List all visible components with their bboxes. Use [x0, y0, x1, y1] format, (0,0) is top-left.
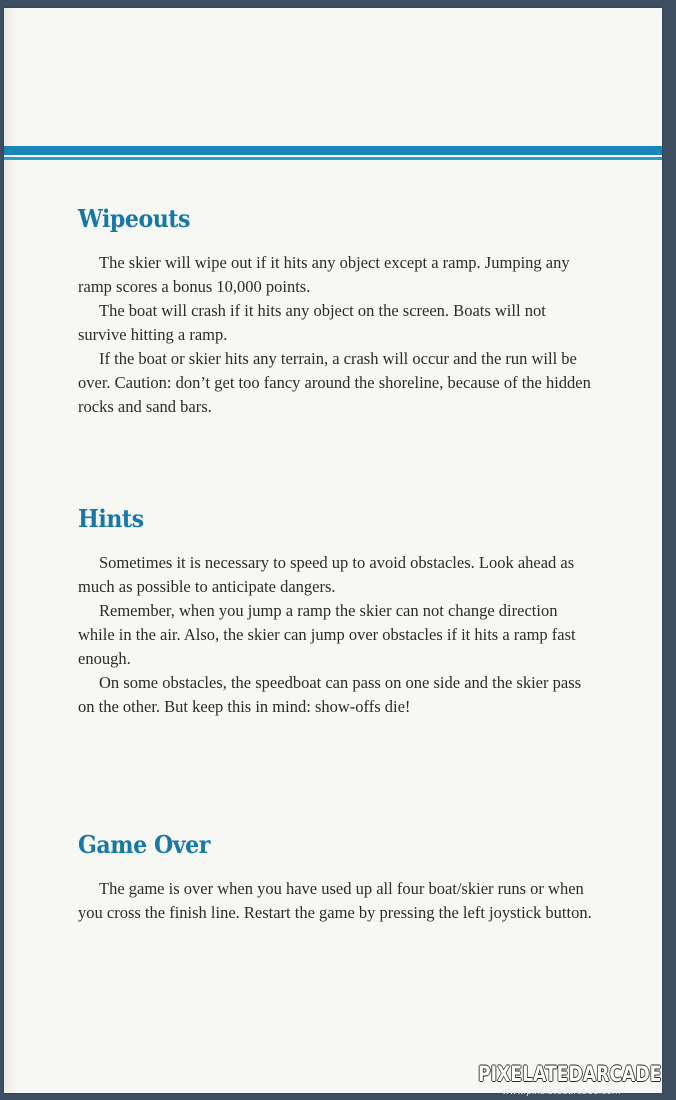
paragraph: On some obstacles, the speedboat can pass on one side and the skier pass on the other. But keep this in mind: show-offs die! — [78, 673, 582, 716]
paragraph: The game is over when you have used up all four boat/skier runs or when you cross the finish line. Restart the game by pressing the left joystick button. — [78, 879, 592, 922]
section-body — [78, 877, 598, 925]
section-heading: Game Over — [78, 830, 210, 859]
section-body — [78, 251, 598, 419]
section-wipeouts — [78, 204, 598, 419]
section-hints — [78, 504, 598, 719]
section-heading: Hints — [78, 504, 144, 533]
section-heading: Wipeouts — [78, 204, 191, 233]
paragraph: The skier will wipe out if it hits any object except a ramp. Jumping any ramp scores a bonus 10,000 points. — [78, 253, 570, 296]
header-stripe-thick — [4, 146, 662, 155]
watermark-title: PIXELATEDARCADE — [478, 1062, 662, 1086]
watermark-url: www.pixelatedarcade.com — [502, 1087, 621, 1097]
watermark-logo — [478, 1062, 674, 1098]
section-game-over — [78, 830, 598, 925]
paragraph: If the boat or skier hits any terrain, a crash will occur and the run will be over. Caution: don’t get too fancy around the shoreline, because of the hidden rocks and sand bars. — [78, 349, 591, 416]
paragraph: The boat will crash if it hits any object on the screen. Boats will not survive hitting a ramp. — [78, 301, 546, 344]
paragraph: Remember, when you jump a ramp the skier can not change direction while in the air. Also, the skier can jump over obstacles if it hits a ramp fast enough. — [78, 601, 576, 668]
header-stripe-thin — [4, 157, 662, 160]
paragraph: Sometimes it is necessary to speed up to avoid obstacles. Look ahead as much as possible to anticipate dangers. — [78, 553, 575, 596]
page-fold-shadow — [4, 8, 18, 1093]
section-body — [78, 551, 598, 719]
manual-page — [4, 8, 662, 1093]
